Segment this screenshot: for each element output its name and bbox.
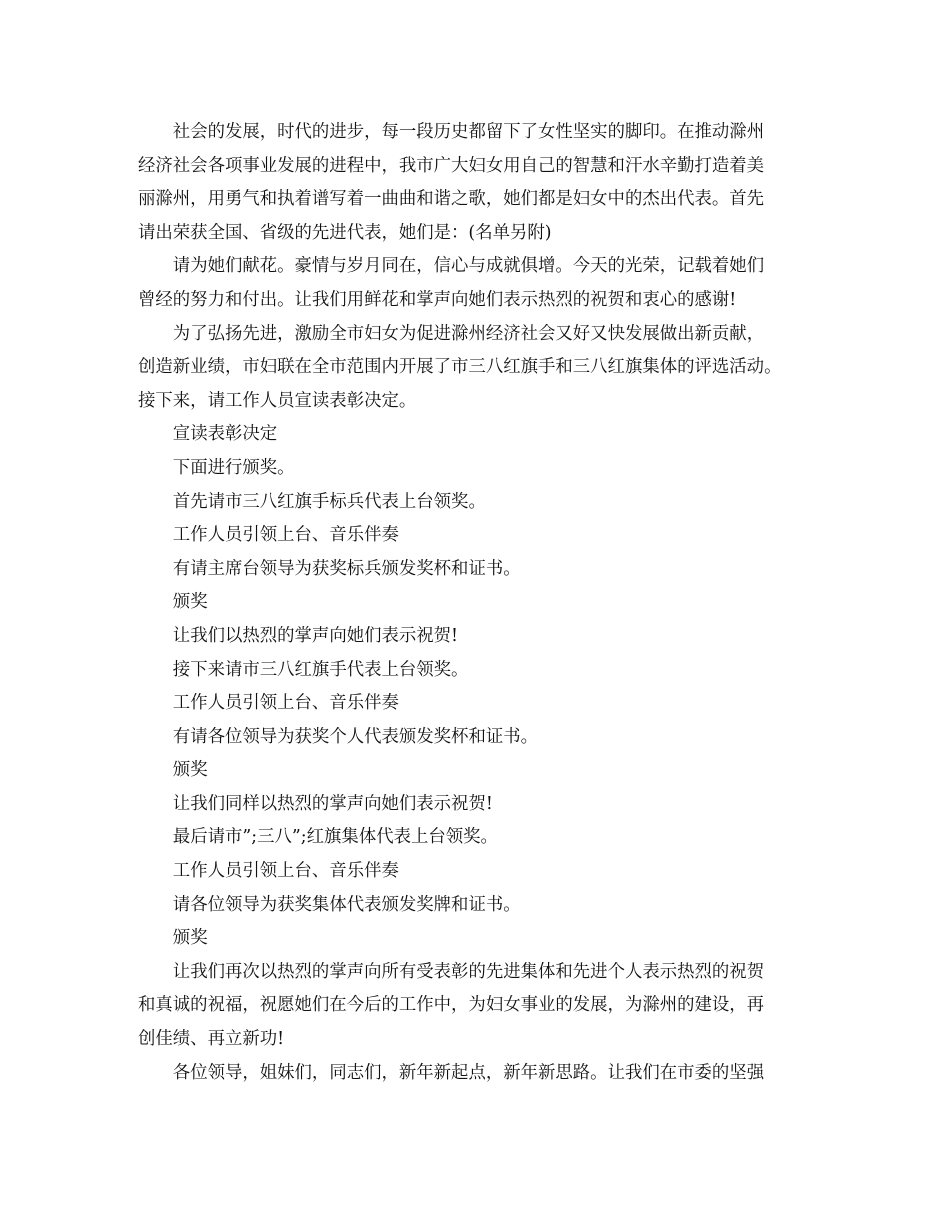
text-line: 创佳绩、再立新功! (138, 1029, 285, 1050)
text-line: 经济社会各项事业发展的进程中，我市广大妇女用自己的智慧和汗水辛勤打造着美 (138, 155, 765, 176)
text-line: 请为她们献花。豪情与岁月同在，信心与成就俱增。今天的光荣，记载着她们 (172, 256, 765, 277)
text-line: 首先请市三八红旗手标兵代表上台领奖。 (172, 491, 486, 512)
text-line: 曾经的努力和付出。让我们用鲜花和掌声向她们表示热烈的祝贺和衷心的感谢! (138, 289, 737, 310)
document-body (138, 116, 828, 1090)
text-line: 请出荣获全国、省级的先进代表，她们是：(名单另附) (138, 222, 552, 243)
text-line: 接下来，请工作人员宣读表彰决定。 (138, 390, 417, 411)
text-line: 为了弘扬先进，激励全市妇女为促进滁州经济社会又好又快发展做出新贡献， (172, 323, 765, 344)
text-line: 下面进行颁奖。 (172, 457, 295, 478)
text-line: 让我们以热烈的掌声向她们表示祝贺! (172, 625, 459, 646)
text-line: 让我们同样以热烈的掌声向她们表示祝贺! (172, 793, 493, 814)
text-line: 各位领导，姐妹们，同志们，新年新起点，新年新思路。让我们在市委的坚强 (172, 1062, 765, 1083)
text-line: 请各位领导为获奖集体代表颁发奖牌和证书。 (172, 894, 521, 915)
text-line: 接下来请市三八红旗手代表上台领奖。 (172, 659, 469, 680)
text-line: 丽滁州，用勇气和执着谱写着一曲曲和谐之歌，她们都是妇女中的杰出代表。首先 (138, 189, 765, 210)
text-line: 社会的发展，时代的进步，每一段历史都留下了女性坚实的脚印。在推动滁州 (172, 122, 765, 142)
text-line: 颁奖 (172, 760, 208, 781)
text-line: 颁奖 (172, 592, 208, 613)
text-line: 创造新业绩，市妇联在全市范围内开展了市三八红旗手和三八红旗集体的评选活动。 (138, 357, 782, 378)
text-line: 有请主席台领导为获奖标兵颁发奖杯和证书。 (172, 558, 521, 579)
text-line: 工作人员引领上台、音乐伴奏 (172, 861, 399, 882)
text-line: 让我们再次以热烈的掌声向所有受表彰的先进集体和先进个人表示热烈的祝贺 (172, 961, 765, 982)
text-line: 有请各位领导为获奖个人代表颁发奖杯和证书。 (172, 726, 539, 747)
text-line: 工作人员引领上台、音乐伴奏 (172, 693, 399, 714)
text-line: 宣读表彰决定 (172, 424, 278, 445)
text-line: 和真诚的祝福，祝愿她们在今后的工作中，为妇女事业的发展，为滁州的建设，再 (138, 995, 765, 1016)
text-line: 工作人员引领上台、音乐伴奏 (172, 525, 399, 546)
text-line: 颁奖 (172, 928, 208, 949)
text-line: 最后请市”;三八”;红旗集体代表上台领奖。 (172, 827, 498, 848)
